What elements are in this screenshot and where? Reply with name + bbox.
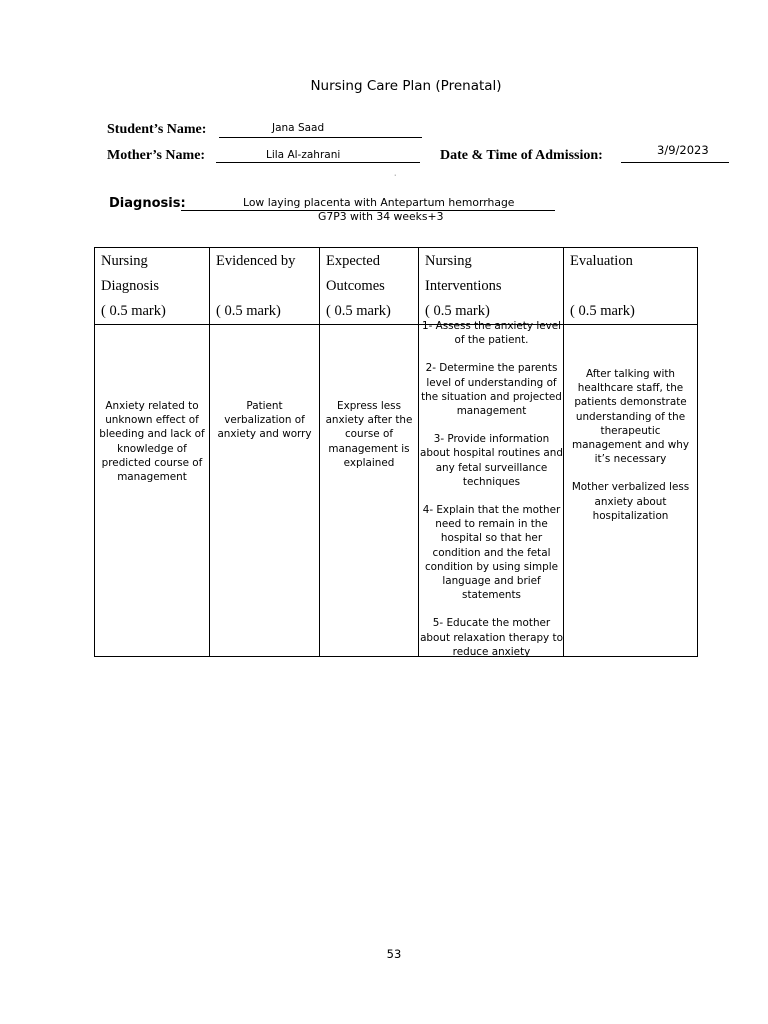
cell-expected-outcomes [320,325,419,657]
intervention-item: 5- Educate the mother about relaxation therapy to reduce anxiety [420,617,563,656]
header-expected-outcomes [320,248,419,325]
intervention-item: 3- Provide information about hospital routines and any fetal surveillance techniques [420,433,563,488]
interventions-list [420,319,563,656]
header-line: Expected [326,253,380,269]
header-mark: ( 0.5 mark) [216,303,281,319]
evaluation-item: After talking with healthcare staff, the patients demonstrate understanding of the therapeutic management and why it’s necessary [572,368,689,466]
header-evaluation [564,248,698,325]
intervention-item: 2- Determine the parents level of understanding of the situation and projected management [421,362,562,418]
page-number: 53 [386,947,402,961]
student-name-line [219,137,422,138]
header-mark: ( 0.5 mark) [101,303,166,319]
evidenced-by-text: Patient verbalization of anxiety and worry [217,400,312,441]
header-line: Nursing [425,253,472,269]
nursing-diagnosis-text: Anxiety related to unknown effect of bleeding and lack of knowledge of predicted course of management [99,400,205,484]
mother-name-value: Lila Al-zahrani [266,149,341,161]
mother-name-line [216,162,420,163]
expected-outcomes-text: Express less anxiety after the course of management is explained [325,400,413,469]
header-mark: ( 0.5 mark) [570,303,635,319]
header-nursing-interventions [419,248,564,325]
admission-value: 3/9/2023 [657,143,709,157]
mother-name-label: Mother’s Name: [107,148,206,163]
cell-nursing-diagnosis [95,325,210,657]
header-mark: ( 0.5 mark) [425,303,490,319]
header-line: Evaluation [570,253,633,269]
student-name-label: Student’s Name: [107,122,207,137]
student-name-value: Jana Saad [272,122,325,134]
header-line: Diagnosis [101,278,159,294]
intervention-item: 1- Assess the anxiety level of the patient. [421,320,562,347]
page-title: Nursing Care Plan (Prenatal) [310,78,502,94]
header-line [570,274,691,299]
stray-mark: · [394,172,397,179]
diagnosis-label: Diagnosis: [109,196,186,211]
header-line: Interventions [425,278,502,294]
header-line [216,274,313,299]
evaluation-text [570,367,691,537]
cell-evidenced-by [210,325,320,657]
cell-nursing-interventions [419,320,564,657]
header-evidenced-by [210,248,320,325]
header-line: Nursing [101,253,148,269]
intervention-item: 4- Explain that the mother need to remain in the hospital so that her condition and the fetal condition by using simple language and brief statements [422,504,561,602]
diagnosis-value-line1: Low laying placenta with Antepartum hemorrhage [243,196,515,209]
diagnosis-value-line2: G7P3 with 34 weeks+3 [318,210,444,223]
header-line: Evidenced by [216,253,296,269]
admission-line [621,162,729,163]
header-line: Outcomes [326,278,385,294]
admission-label: Date & Time of Admission: [440,148,603,163]
table-header-row [95,248,698,325]
header-mark: ( 0.5 mark) [326,303,391,319]
table-row [95,325,698,657]
header-nursing-diagnosis [95,248,210,325]
care-plan-table [94,247,698,657]
cell-evaluation [564,325,698,657]
evaluation-item: Mother verbalized less anxiety about hospitalization [571,481,690,522]
